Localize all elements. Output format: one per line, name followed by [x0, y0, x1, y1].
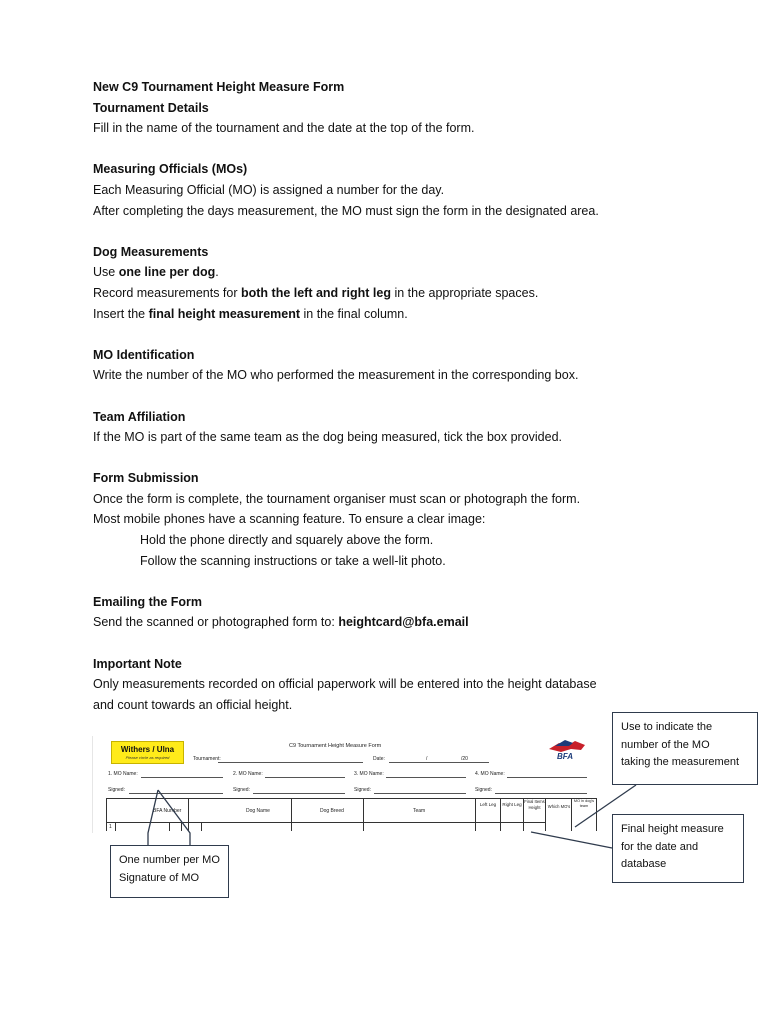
col-bfa-number: BFA Number	[153, 808, 182, 814]
svg-text:BFA: BFA	[557, 752, 573, 761]
withers-ulna-highlight: Withers / Ulna Please circle as required	[111, 741, 184, 764]
email-text: Send the scanned or photographed form to: heightcard@bfa.email	[93, 615, 469, 630]
email-heading: Emailing the Form	[93, 594, 203, 609]
email-address[interactable]: heightcard@bfa.email	[338, 615, 469, 630]
bfa-logo-icon	[545, 737, 590, 761]
col-team: Team	[413, 808, 426, 814]
mo2-label: 2. MO Name:	[233, 771, 263, 777]
dog-text-1: Use one line per dog.	[93, 265, 219, 280]
callout-mo-number: Use to indicate the number of the MO taking the measurement	[612, 712, 758, 785]
mos-text-2: After completing the days measurement, the MO must sign the form in the designated area.	[93, 203, 599, 218]
date-label: Date:	[373, 756, 385, 762]
callout-one-number-per-mo: One number per MO Signature of MO	[110, 845, 229, 898]
mo1-label: 1. MO Name:	[108, 771, 138, 777]
col-mo-in-team: MO in dog's team	[573, 799, 595, 808]
mo3-label: 3. MO Name:	[354, 771, 384, 777]
moid-heading: MO Identification	[93, 347, 195, 362]
team-text: If the MO is part of the same team as the dog being measured, tick the box provided.	[93, 430, 563, 445]
note-text-2: and count towards an official height.	[93, 697, 293, 712]
callout-final-height: Final height measure for the date and database	[612, 814, 744, 883]
note-text-1: Only measurements recorded on official paperwork will be entered into the height database	[93, 677, 597, 692]
col-left-leg: Left Leg	[479, 802, 497, 807]
note-heading: Important Note	[93, 656, 182, 671]
tournament-label: Tournament:	[193, 756, 221, 762]
submission-text-2: Most mobile phones have a scanning feature. To ensure a clear image:	[93, 512, 486, 527]
col-right-leg: Right Leg	[502, 802, 522, 807]
col-final-height: Final Items Height	[524, 799, 545, 810]
team-heading: Team Affiliation	[93, 409, 186, 424]
document-title: New C9 Tournament Height Measure Form	[93, 80, 345, 94]
col-dog-name: Dog Name	[246, 808, 270, 814]
tournament-heading: Tournament Details	[93, 100, 209, 115]
submission-bullet-2: Follow the scanning instructions or take a well-lit photo.	[140, 553, 446, 568]
row-number: 1	[109, 824, 112, 830]
form-title: C9 Tournament Height Measure Form	[289, 743, 382, 749]
mos-text-1: Each Measuring Official (MO) is assigned a number for the day.	[93, 182, 445, 197]
submission-text-1: Once the form is complete, the tournament organiser must scan or photograph the form.	[93, 491, 581, 506]
mo4-label: 4. MO Name:	[475, 771, 505, 777]
tournament-text: Fill in the name of the tournament and the date at the top of the form.	[93, 121, 475, 136]
dog-heading: Dog Measurements	[93, 244, 209, 259]
submission-bullet-1: Hold the phone directly and squarely above the form.	[140, 533, 434, 548]
col-dog-breed: Dog Breed	[320, 808, 344, 814]
instructions-document	[93, 77, 693, 715]
dog-text-3: Insert the final height measurement in the final column.	[93, 306, 408, 321]
submission-heading: Form Submission	[93, 471, 199, 486]
form-preview-image: Withers / Ulna Please circle as required C9 Tournament Height Measure Form Tournament: Date: / /20 1. MO Name: 2. MO Name: 3. MO Name: 4. MO Name: Signed: Signed: Signed: Signed: BFA BFA Number Dog Name Dog Breed Team Left Leg Right Leg Final Items Height Which MO's MO in dog's team 1	[92, 736, 607, 833]
moid-text: Write the number of the MO who performed the measurement in the corresponding box.	[93, 368, 579, 383]
mos-heading: Measuring Officials (MOs)	[93, 162, 248, 177]
dog-text-2: Record measurements for both the left and right leg in the appropriate spaces.	[93, 285, 539, 300]
col-which-mo: Which MO's	[547, 804, 571, 809]
